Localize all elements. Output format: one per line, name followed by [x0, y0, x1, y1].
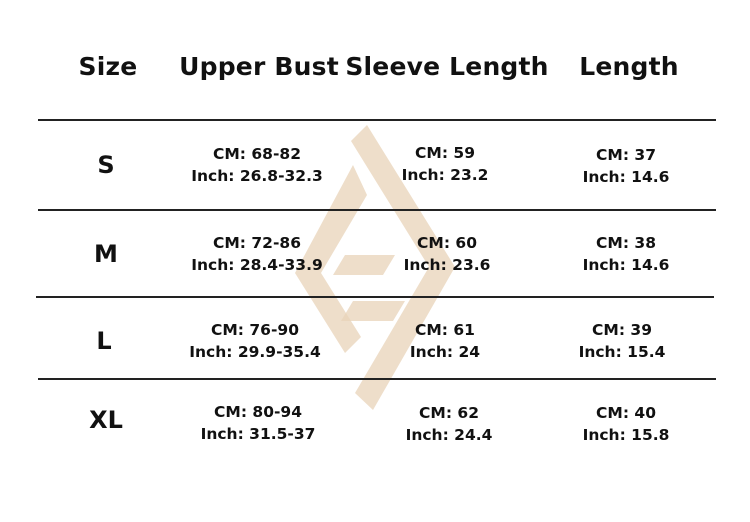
cm-value: CM: 61	[415, 321, 475, 339]
inch-value: Inch: 28.4-33.9	[191, 256, 323, 274]
cm-value: CM: 39	[592, 321, 652, 339]
inch-value: Inch: 14.6	[582, 168, 670, 186]
upper-bust-cell-xl	[201, 401, 316, 445]
cm-value: CM: 38	[596, 234, 656, 252]
cm-value: CM: 40	[596, 404, 656, 422]
length-cell-xl	[583, 402, 670, 446]
inch-value: Inch: 26.8-32.3	[191, 167, 323, 185]
cm-value: CM: 62	[419, 404, 479, 422]
length-cell-l	[579, 319, 666, 363]
header-length: Length	[579, 52, 679, 81]
inch-value: Inch: 29.9-35.4	[189, 343, 321, 361]
upper-bust-cell-l	[189, 319, 321, 363]
inch-value: Inch: 14.6	[582, 256, 670, 274]
length-cell-s	[583, 144, 670, 188]
header-upper-bust: Upper Bust	[179, 52, 339, 81]
inch-value: Inch: 15.8	[582, 426, 670, 444]
size-label-l: L	[96, 327, 112, 355]
inch-value: Inch: 23.6	[403, 256, 491, 274]
table-divider-3	[38, 378, 716, 380]
upper-bust-cell-s	[191, 143, 323, 187]
cm-value: CM: 68-82	[213, 145, 301, 163]
upper-bust-cell-m	[191, 232, 323, 276]
header-sleeve-length: Sleeve Length	[345, 52, 549, 81]
size-label-xl: XL	[89, 406, 123, 434]
inch-value: Inch: 23.2	[401, 166, 489, 184]
inch-value: Inch: 15.4	[578, 343, 666, 361]
cm-value: CM: 60	[417, 234, 477, 252]
cm-value: CM: 37	[596, 146, 656, 164]
length-cell-m	[583, 232, 670, 276]
table-divider-2	[36, 296, 714, 298]
inch-value: Inch: 31.5-37	[200, 425, 316, 443]
size-label-s: S	[97, 151, 115, 179]
sleeve-length-cell-m	[404, 232, 491, 276]
sleeve-length-cell-xl	[406, 402, 493, 446]
inch-value: Inch: 24	[409, 343, 481, 361]
cm-value: CM: 59	[415, 144, 475, 162]
cm-value: CM: 80-94	[214, 403, 302, 421]
sleeve-length-cell-l	[410, 319, 480, 363]
header-size: Size	[78, 52, 138, 81]
inch-value: Inch: 24.4	[405, 426, 493, 444]
cm-value: CM: 72-86	[213, 234, 301, 252]
size-label-m: M	[94, 240, 118, 268]
cm-value: CM: 76-90	[211, 321, 299, 339]
sleeve-length-cell-s	[402, 142, 489, 186]
table-divider-1	[38, 209, 716, 211]
table-divider-top	[38, 119, 716, 121]
